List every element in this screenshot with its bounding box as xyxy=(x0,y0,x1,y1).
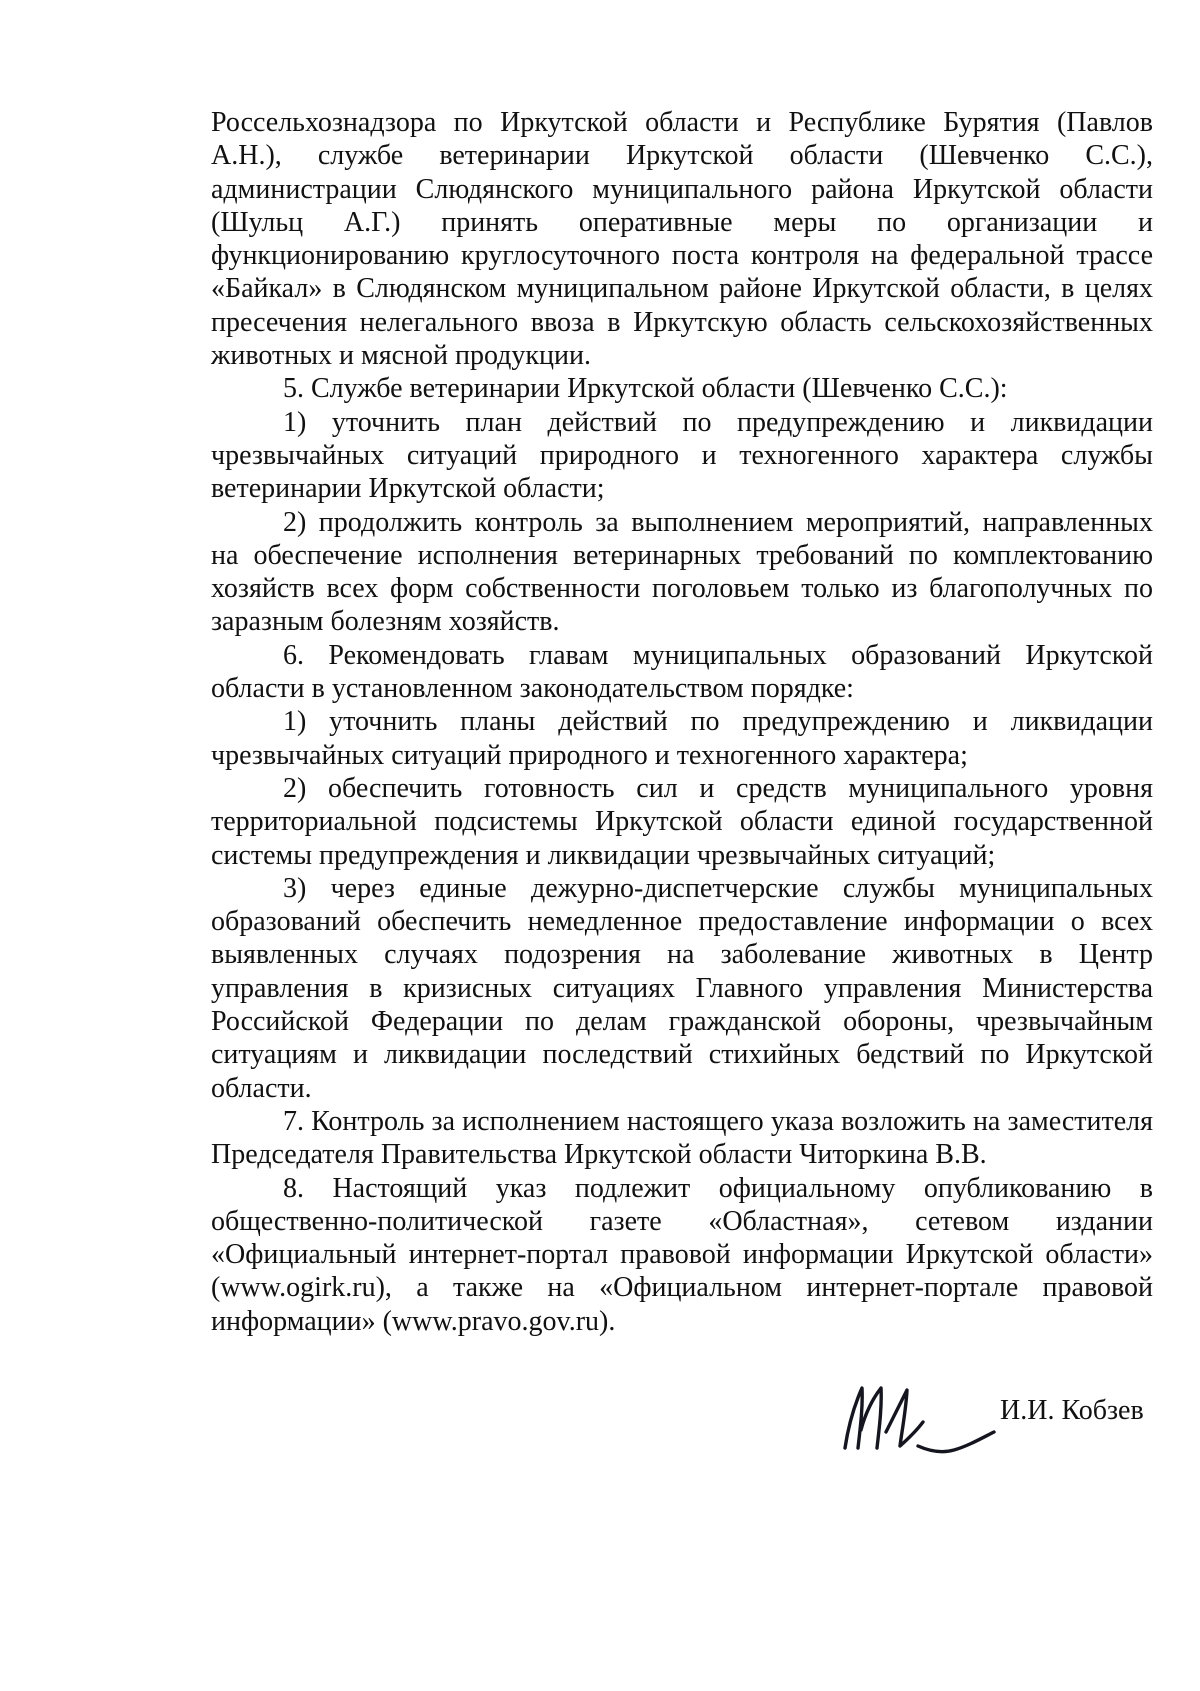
signer-name: И.И. Кобзев xyxy=(1000,1395,1144,1426)
paragraph-item-6-1: 1) уточнить планы действий по предупреждению и ликвидации чрезвычайных ситуаций природного и техногенного характера; xyxy=(211,706,1153,771)
paragraph-item-6: 6. Рекомендовать главам муниципальных образований Иркутской области в установленном законодательством порядке: xyxy=(211,639,1153,705)
paragraph-item-7: 7. Контроль за исполнением настоящего указа возложить на заместителя Председателя Правительства Иркутской области Читоркина В.В. xyxy=(211,1105,1153,1171)
paragraph-item-6-2: 2) обеспечить готовность сил и средств муниципального уровня территориальной подсистемы Иркутской области единой государственной системы предупреждения и ликвидации чрезвычайных ситуаций; xyxy=(211,772,1153,871)
paragraph-item-5-2: 2) продолжить контроль за выполнением мероприятий, направленных на обеспечение исполнения ветеринарных требований по комплектованию хозяйств всех форм собственности поголовьем только из благополучных по заразным болезням хозяйств. xyxy=(211,506,1153,638)
paragraph-item-5-1: 1) уточнить план действий по предупреждению и ликвидации чрезвычайных ситуаций природного и техногенного характера службы ветеринарии Иркутской области; xyxy=(211,406,1153,505)
paragraph-item-8: 8. Настоящий указ подлежит официальному опубликованию в общественно-политической газете «Областная», сетевом издании «Официальный интернет-портал правовой информации Иркутской области» (www.ogirk.ru), а также на «Официальном интернет-портале правовой информации» (www.pravo.gov.ru). xyxy=(211,1172,1153,1337)
paragraph-continuation: Россельхознадзора по Иркутской области и Республике Бурятия (Павлов А.Н.), службе ветеринарии Иркутской области (Шевченко С.С.), администрации Слюдянского муниципального района Иркутской области (Шульц А.Г.) принять оперативные меры по организации и функционированию круглосуточного поста контроля на федеральной трассе «Байкал» в Слюдянском муниципальном районе Иркутской области, в целях пресечения нелегального ввоза в Иркутскую область сельскохозяйственных животных и мясной продукции. xyxy=(211,107,1153,372)
document-body xyxy=(211,106,1153,1338)
paragraph-item-5: 5. Службе ветеринарии Иркутской области (Шевченко С.С.): xyxy=(283,373,1008,405)
signature-icon xyxy=(832,1372,1002,1462)
paragraph-item-6-3: 3) через единые дежурно-диспетчерские службы муниципальных образований обеспечить немедленное предоставление информации о всех выявленных случаях подозрения на заболевание животных в Центр управления в кризисных ситуациях Главного управления Министерства Российской Федерации по делам гражданской обороны, чрезвычайным ситуациям и ликвидации последствий стихийных бедствий по Иркутской области. xyxy=(211,872,1153,1104)
signature-block xyxy=(800,1372,1160,1462)
